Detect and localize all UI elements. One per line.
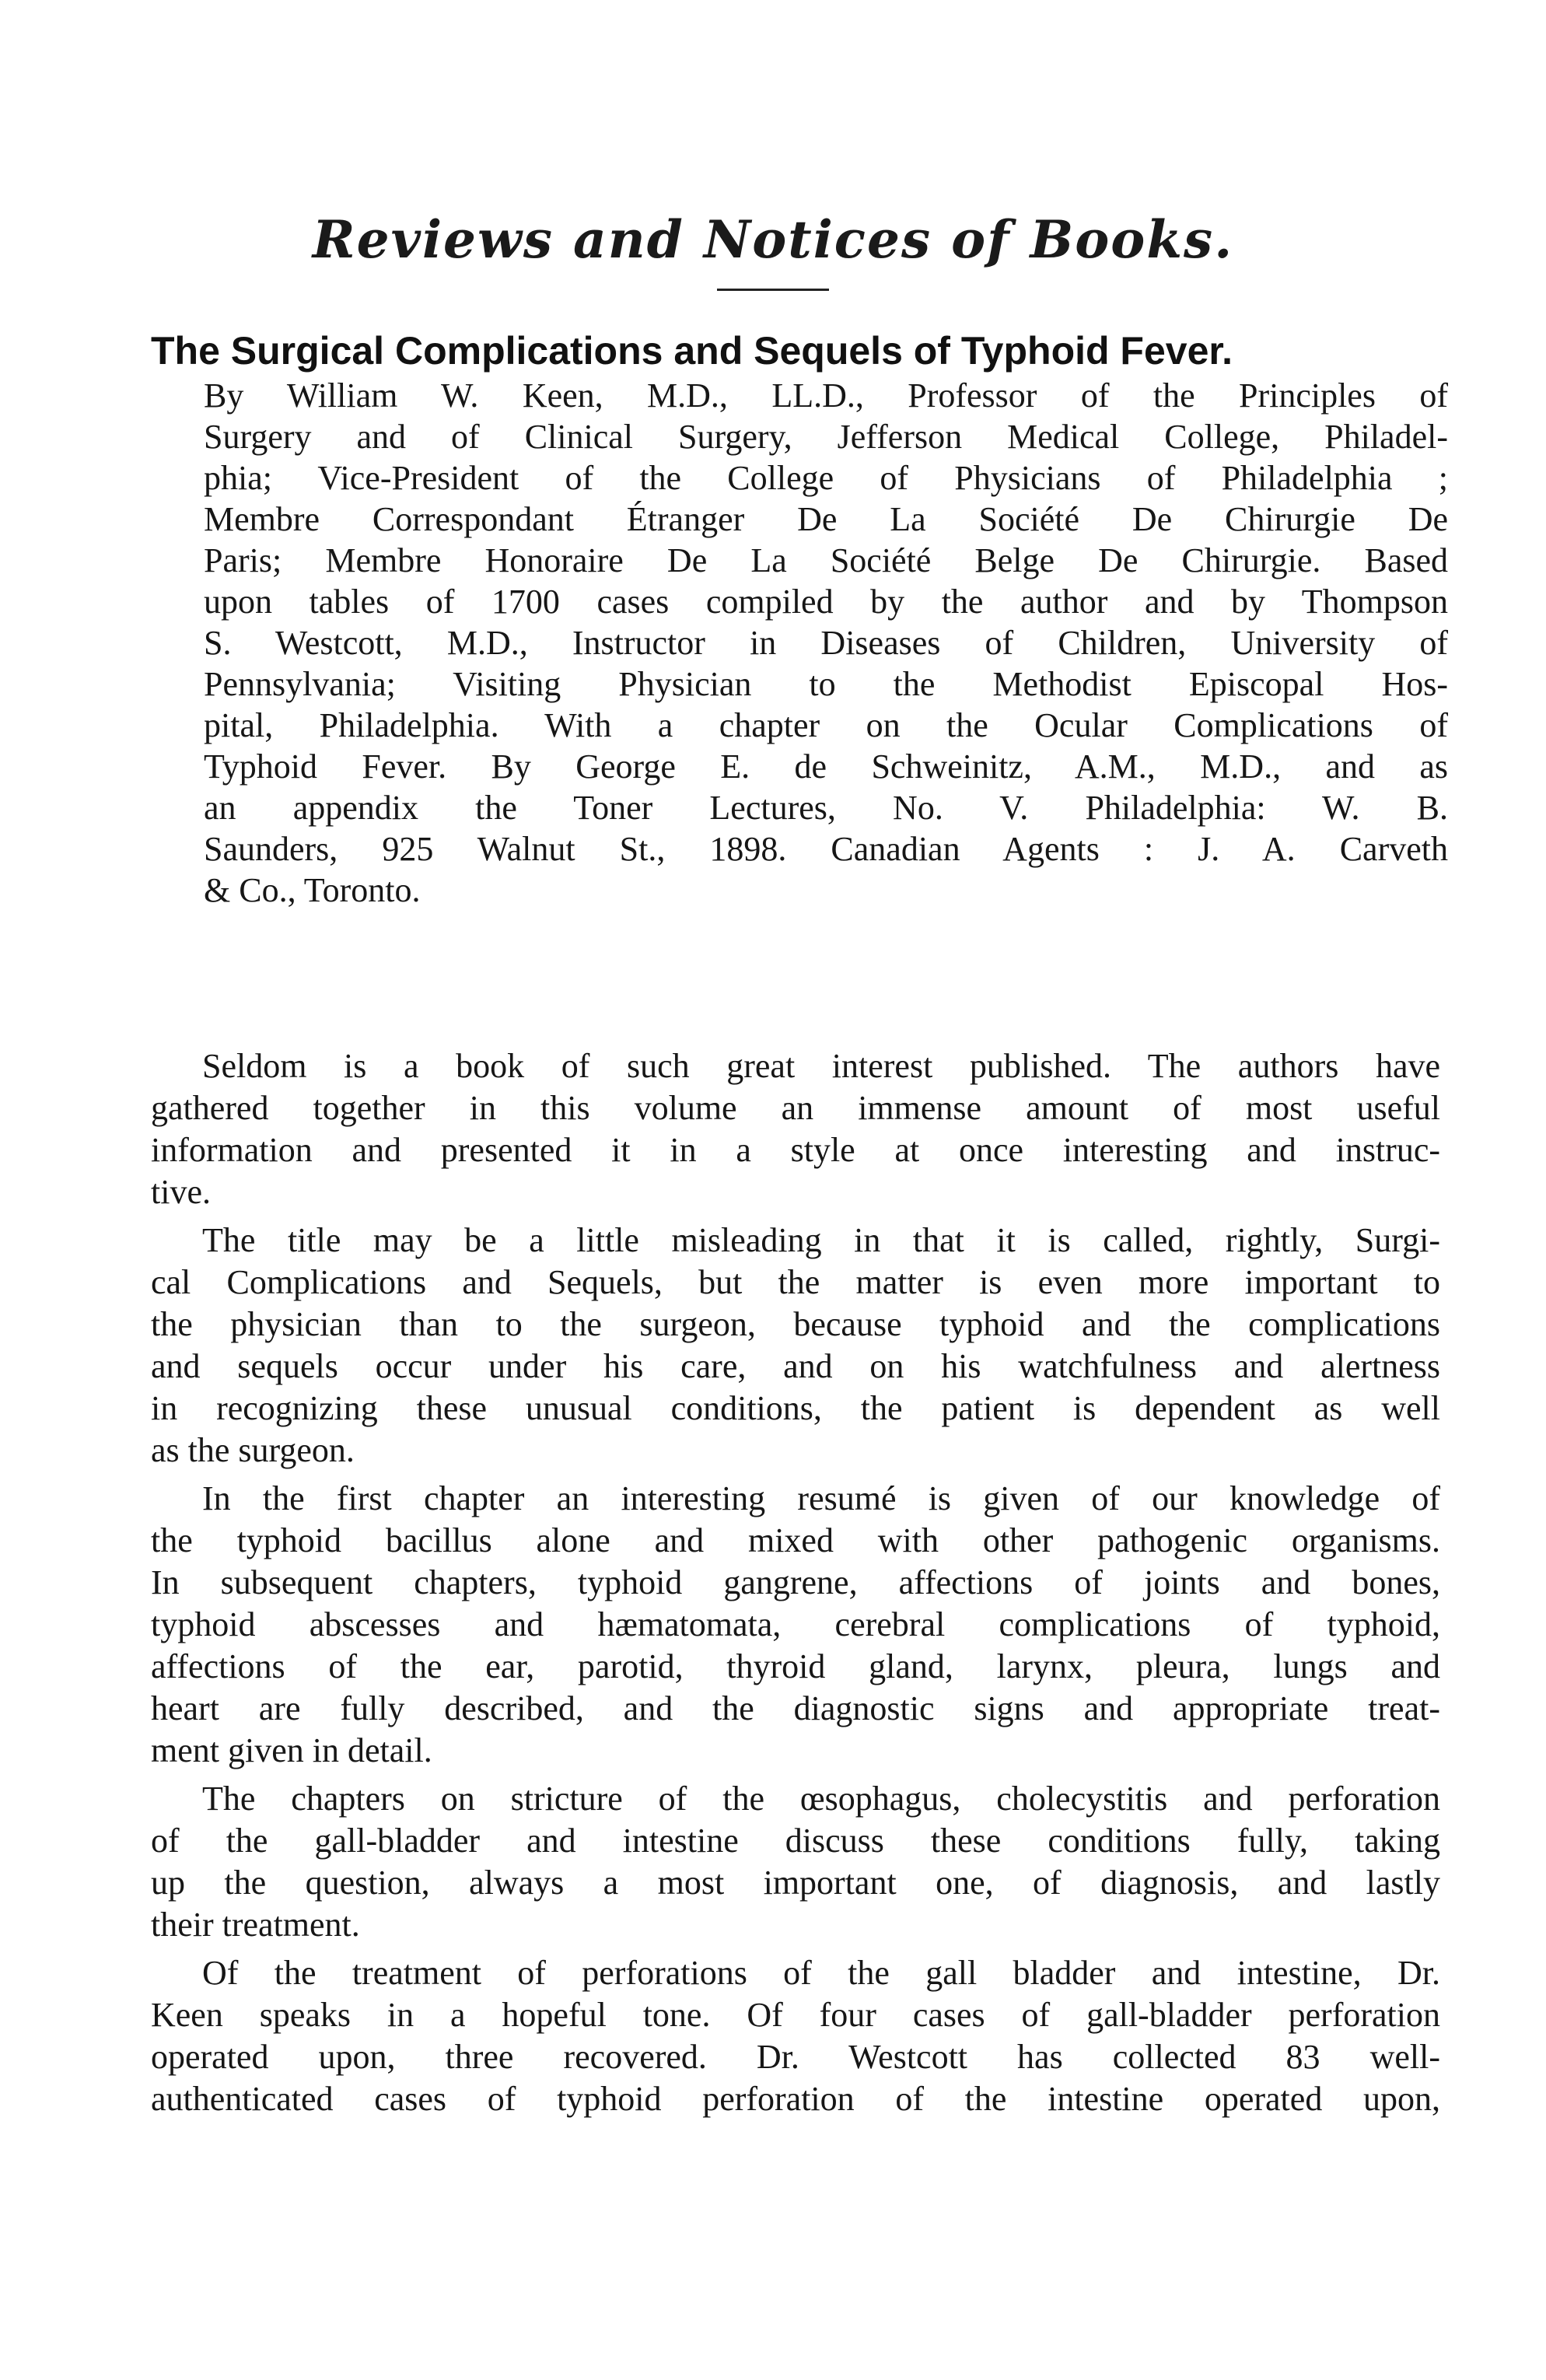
text-line: up the question, always a most important one, of diagnosis, and lastly [151, 1864, 1440, 1902]
text-line: of the gall-bladder and intestine discuss these conditions fully, taking [151, 1822, 1440, 1860]
paragraph [151, 1045, 1440, 1213]
section-title: Reviews and Notices of Books. [312, 209, 1234, 270]
title-rule [717, 289, 829, 291]
text-line: tive. [151, 1173, 211, 1211]
text-line: in recognizing these unusual conditions, the patient is dependent as well [151, 1389, 1440, 1427]
citation-line: Typhoid Fever. By George E. de Schweinitz, A.M., M.D., and as [204, 747, 1448, 786]
citation-line: phia; Vice-President of the College of Physicians of Philadelphia ; [204, 459, 1448, 497]
text-line: gathered together in this volume an immense amount of most useful [151, 1089, 1440, 1127]
review-body [151, 1045, 1440, 2126]
citation-line: upon tables of 1700 cases compiled by the author and by Thompson [204, 583, 1448, 621]
book-citation [204, 375, 1448, 911]
text-line: operated upon, three recovered. Dr. Westcott has collected 83 well- [151, 2038, 1440, 2076]
text-line: their treatment. [151, 1906, 360, 1944]
text-line: Of the treatment of perforations of the gall bladder and intestine, Dr. [202, 1954, 1440, 1992]
text-line: information and presented it in a style at once interesting and instruc- [151, 1131, 1440, 1169]
citation-line: Saunders, 925 Walnut St., 1898. Canadian Agents : J. A. Carveth [204, 830, 1448, 868]
citation-line: Surgery and of Clinical Surgery, Jefferson Medical College, Philadel- [204, 418, 1448, 456]
paragraph [151, 1952, 1440, 2120]
text-line: ment given in detail. [151, 1731, 432, 1769]
text-line: affections of the ear, parotid, thyroid gland, larynx, pleura, lungs and [151, 1647, 1440, 1685]
citation-line: Paris; Membre Honoraire De La Société Belge De Chirurgie. Based [204, 541, 1448, 579]
text-line: authenticated cases of typhoid perforation of the intestine operated upon, [151, 2080, 1440, 2118]
text-line: In subsequent chapters, typhoid gangrene, affections of joints and bones, [151, 1563, 1440, 1601]
citation-line: Pennsylvania; Visiting Physician to the Methodist Episcopal Hos- [204, 665, 1448, 703]
text-line: Seldom is a book of such great interest published. The authors have [202, 1047, 1440, 1085]
text-line: the physician than to the surgeon, because typhoid and the complications [151, 1305, 1440, 1343]
citation-line: & Co., Toronto. [204, 871, 421, 909]
text-line: In the first chapter an interesting resumé is given of our knowledge of [202, 1479, 1440, 1517]
citation-line: Membre Correspondant Étranger De La Société De Chirurgie De [204, 500, 1448, 538]
paragraph [151, 1220, 1440, 1472]
citation-line: By William W. Keen, M.D., LL.D., Professor of the Principles of [204, 376, 1448, 415]
book-title: The Surgical Complications and Sequels of Typhoid Fever. [151, 329, 1233, 373]
paragraph [151, 1778, 1440, 1946]
text-line: cal Complications and Sequels, but the matter is even more important to [151, 1263, 1440, 1301]
citation-line: an appendix the Toner Lectures, No. V. Philadelphia: W. B. [204, 789, 1448, 827]
text-line: and sequels occur under his care, and on his watchfulness and alertness [151, 1347, 1440, 1385]
paragraph [151, 1478, 1440, 1772]
text-line: The chapters on stricture of the œsophagus, cholecystitis and perforation [202, 1780, 1440, 1818]
citation-line: S. Westcott, M.D., Instructor in Diseases of Children, University of [204, 624, 1448, 662]
text-line: as the surgeon. [151, 1431, 355, 1469]
text-line: Keen speaks in a hopeful tone. Of four cases of gall-bladder perforation [151, 1996, 1440, 2034]
text-line: The title may be a little misleading in that it is called, rightly, Surgi- [202, 1221, 1440, 1259]
text-line: typhoid abscesses and hæmatomata, cerebral complications of typhoid, [151, 1605, 1440, 1643]
text-line: heart are fully described, and the diagnostic signs and appropriate treat- [151, 1689, 1440, 1727]
text-line: the typhoid bacillus alone and mixed with other pathogenic organisms. [151, 1521, 1440, 1559]
citation-line: pital, Philadelphia. With a chapter on the Ocular Complications of [204, 706, 1448, 744]
